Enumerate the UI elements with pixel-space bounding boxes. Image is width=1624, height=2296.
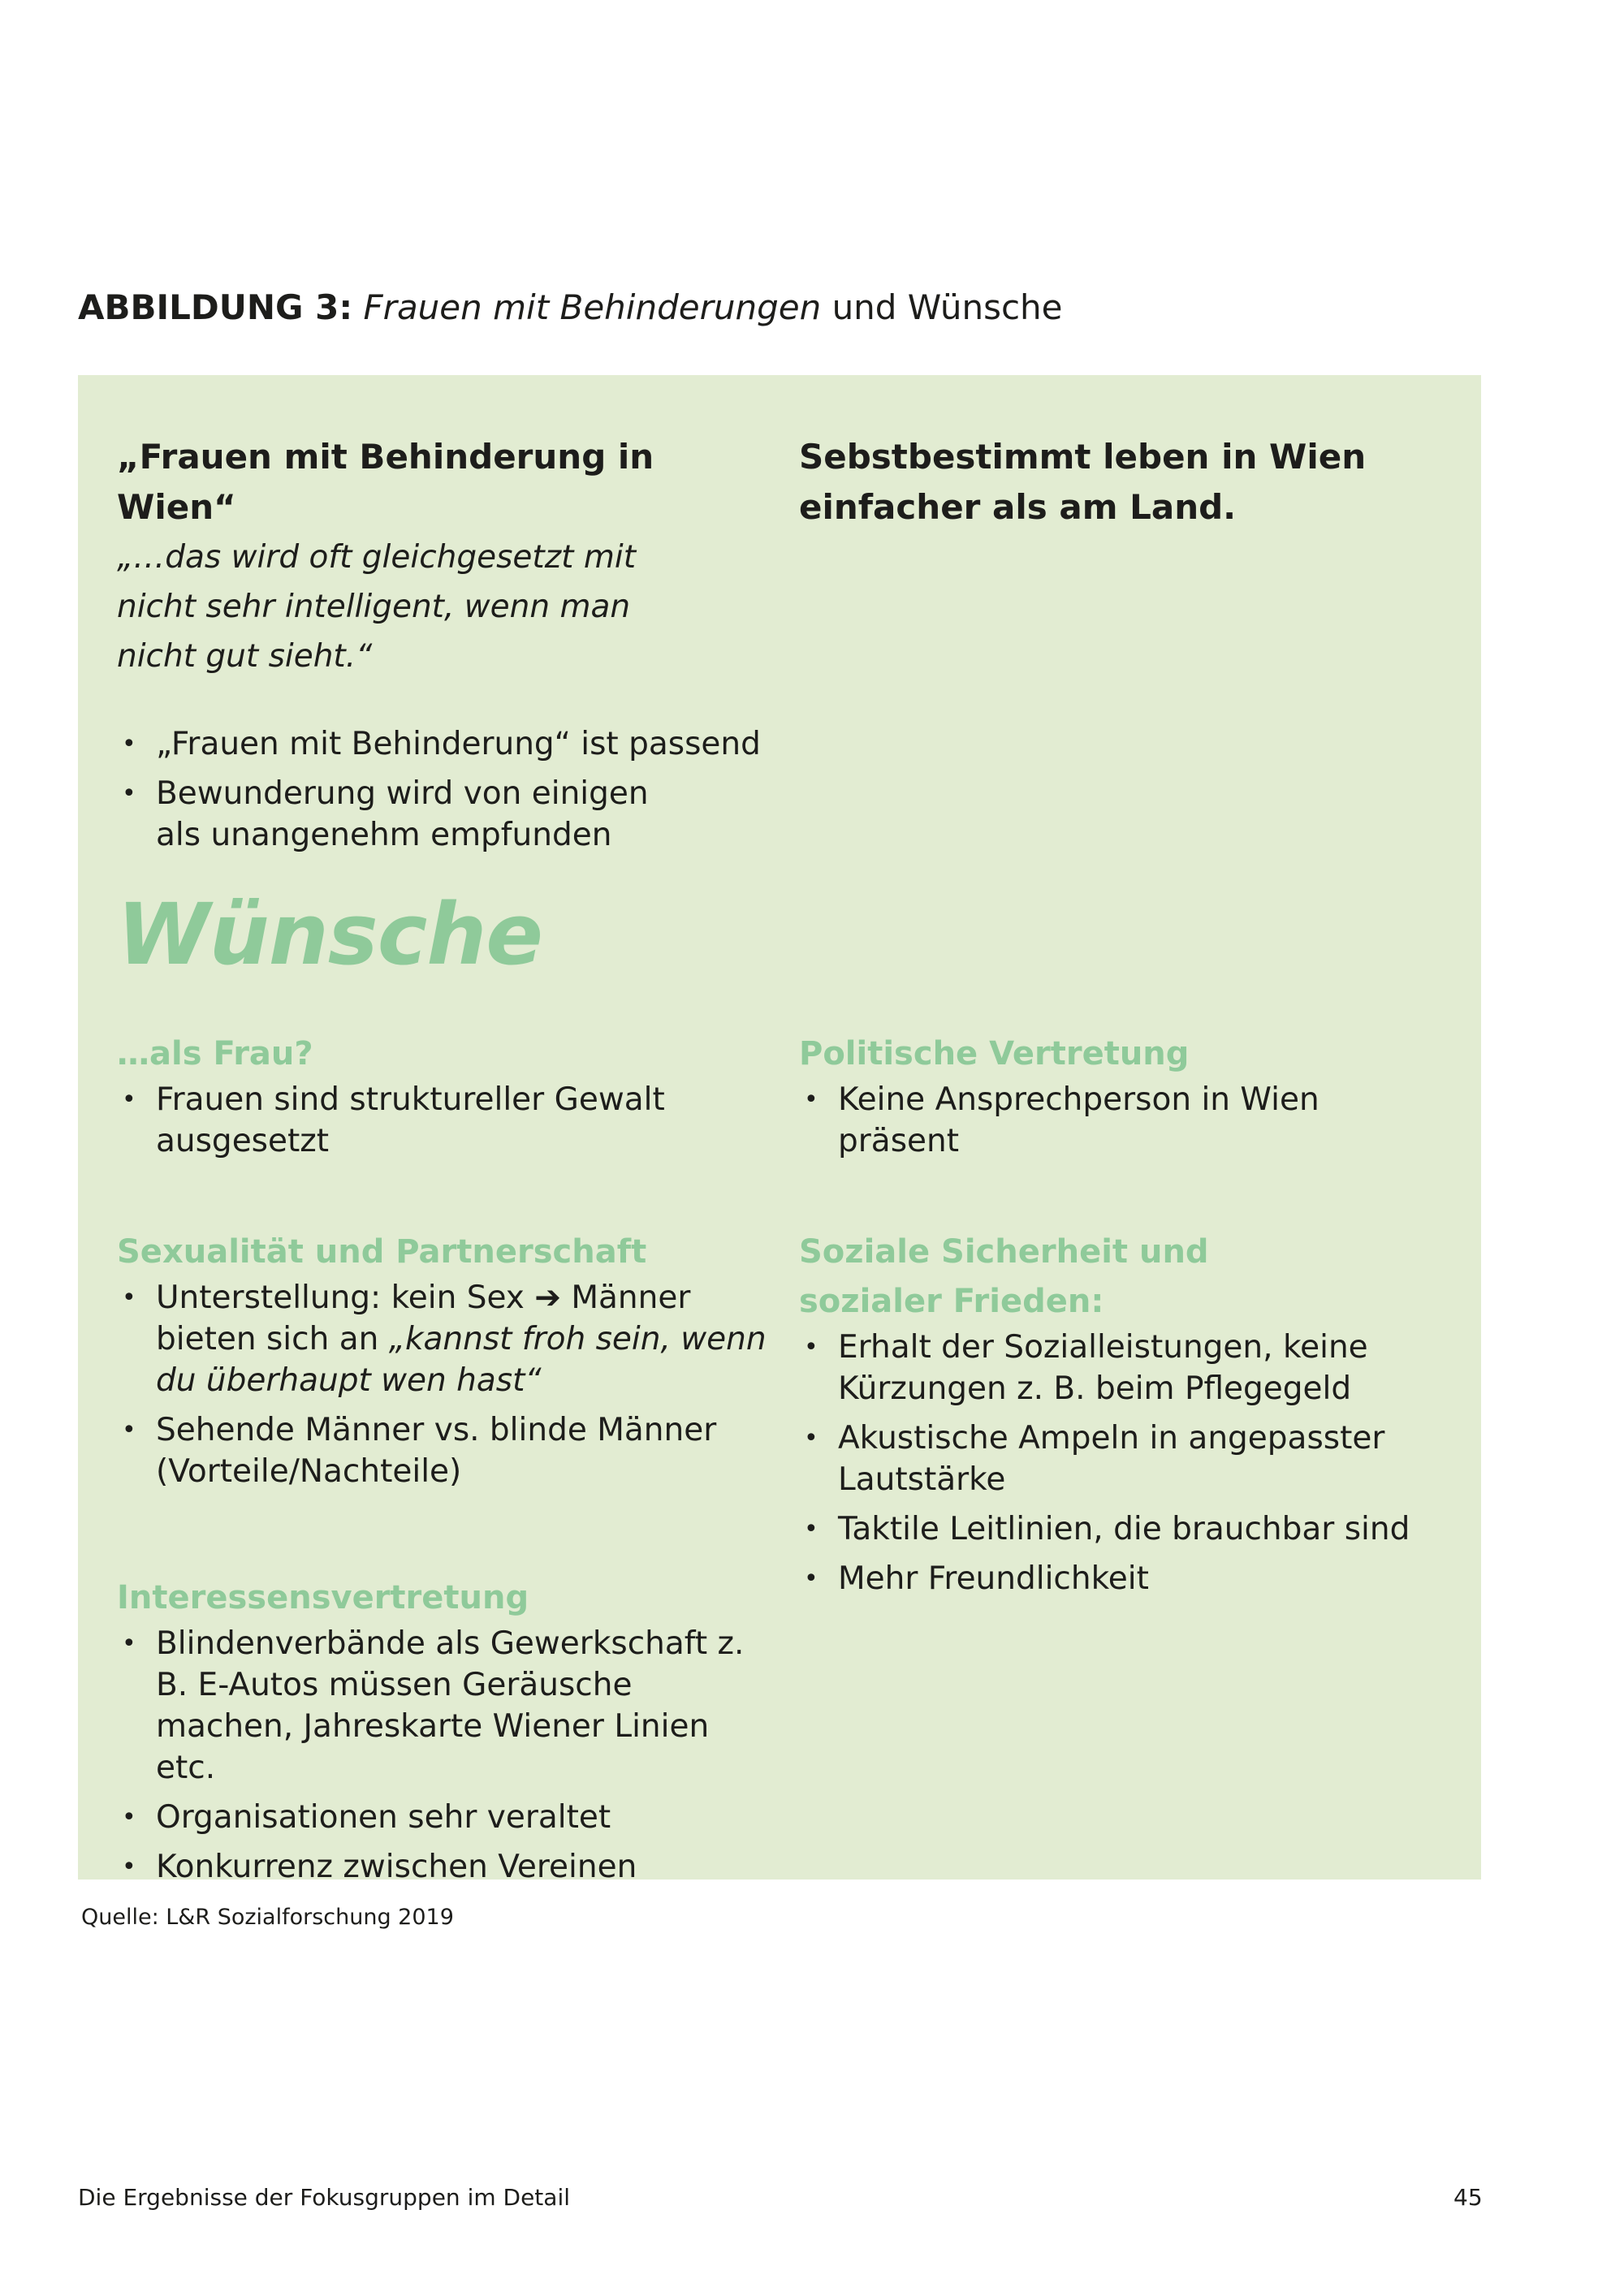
quote-block [117,432,783,864]
section-heading: Politische Vertretung [799,1035,1190,1072]
statement-block [799,432,1465,533]
section-heading: Soziale Sicherheit und sozialer Frieden: [799,1233,1209,1320]
page-number: 45 [1453,2184,1483,2211]
arrow-right-icon: ➔ [534,1280,561,1316]
quote-bullets [117,723,783,856]
section-interessen [117,1573,783,1896]
list-item: • Bewunderung wird von einigen als unangenehm empfunden [117,773,676,856]
list-item: • Akustische Ampeln in angepasster Lautstärke [799,1418,1390,1500]
section-bullets [117,1079,702,1162]
section-als-frau [117,1029,783,1170]
section-bullets [799,1079,1351,1162]
list-item [117,1277,783,1401]
list-item: • Frauen sind struktureller Gewalt ausgesetzt [117,1079,702,1162]
list-item: • Erhalt der Sozialleistungen, keine Kürzungen z. B. beim Pflegegeld [799,1327,1432,1409]
section-bullets [117,1277,783,1492]
bullet-text: Unterstellung: kein Sex [156,1280,525,1316]
quote-heading: „Frauen mit Behinderung in Wien“ [117,437,654,527]
section-sexualitaet [117,1228,783,1500]
list-item: • Konkurrenz zwischen Vereinen [117,1846,767,1888]
section-bullets [799,1327,1432,1599]
footer-section: Die Ergebnisse der Fokusgruppen im Detail [78,2184,571,2211]
section-heading: Interessensvertretung [117,1579,529,1616]
list-item: • Keine Ansprechperson in Wien präsent [799,1079,1351,1162]
list-item: • Sehende Männer vs. blinde Männer (Vorteile/Nachteile) [117,1409,724,1492]
bullet-quote: „kannst froh sein, wenn du überhaupt wen hast“ [156,1321,767,1399]
figure-title [78,287,1063,327]
list-item: • „Frauen mit Behinderung“ ist passend [117,723,783,765]
bullet-text: Männer bieten sich an [156,1280,691,1357]
figure-label: ABBILDUNG 3: [78,287,353,327]
figure-box [78,375,1481,1885]
list-item: • Mehr Freundlichkeit [799,1558,1432,1599]
statement-text: Sebstbestimmt leben in Wien einfacher als am Land. [799,437,1367,527]
wishes-heading: Wünsche [117,885,542,984]
list-item: • Organisationen sehr veraltet [117,1797,767,1838]
figure-title-rest: und Wünsche [831,287,1063,327]
list-item: • Taktile Leitlinien, die brauchbar sind [799,1508,1432,1550]
quote-text: „…das wird oft gleichgesetzt mit nicht sehr intelligent, wenn man nicht gut sieht.“ [117,539,636,675]
list-item: • Blindenverbände als Gewerkschaft z. B. E-Autos müssen Geräusche machen, Jahreskarte Wiener Linien etc. [117,1623,767,1789]
section-heading: …als Frau? [117,1035,313,1072]
source-note: Quelle: L&R Sozialforschung 2019 [81,1905,454,1930]
section-politik [799,1029,1465,1170]
section-bullets [117,1623,767,1888]
figure-title-italic: Frauen mit Behinderungen [363,287,822,327]
section-soziale [799,1228,1465,1608]
section-heading: Sexualität und Partnerschaft [117,1233,647,1271]
